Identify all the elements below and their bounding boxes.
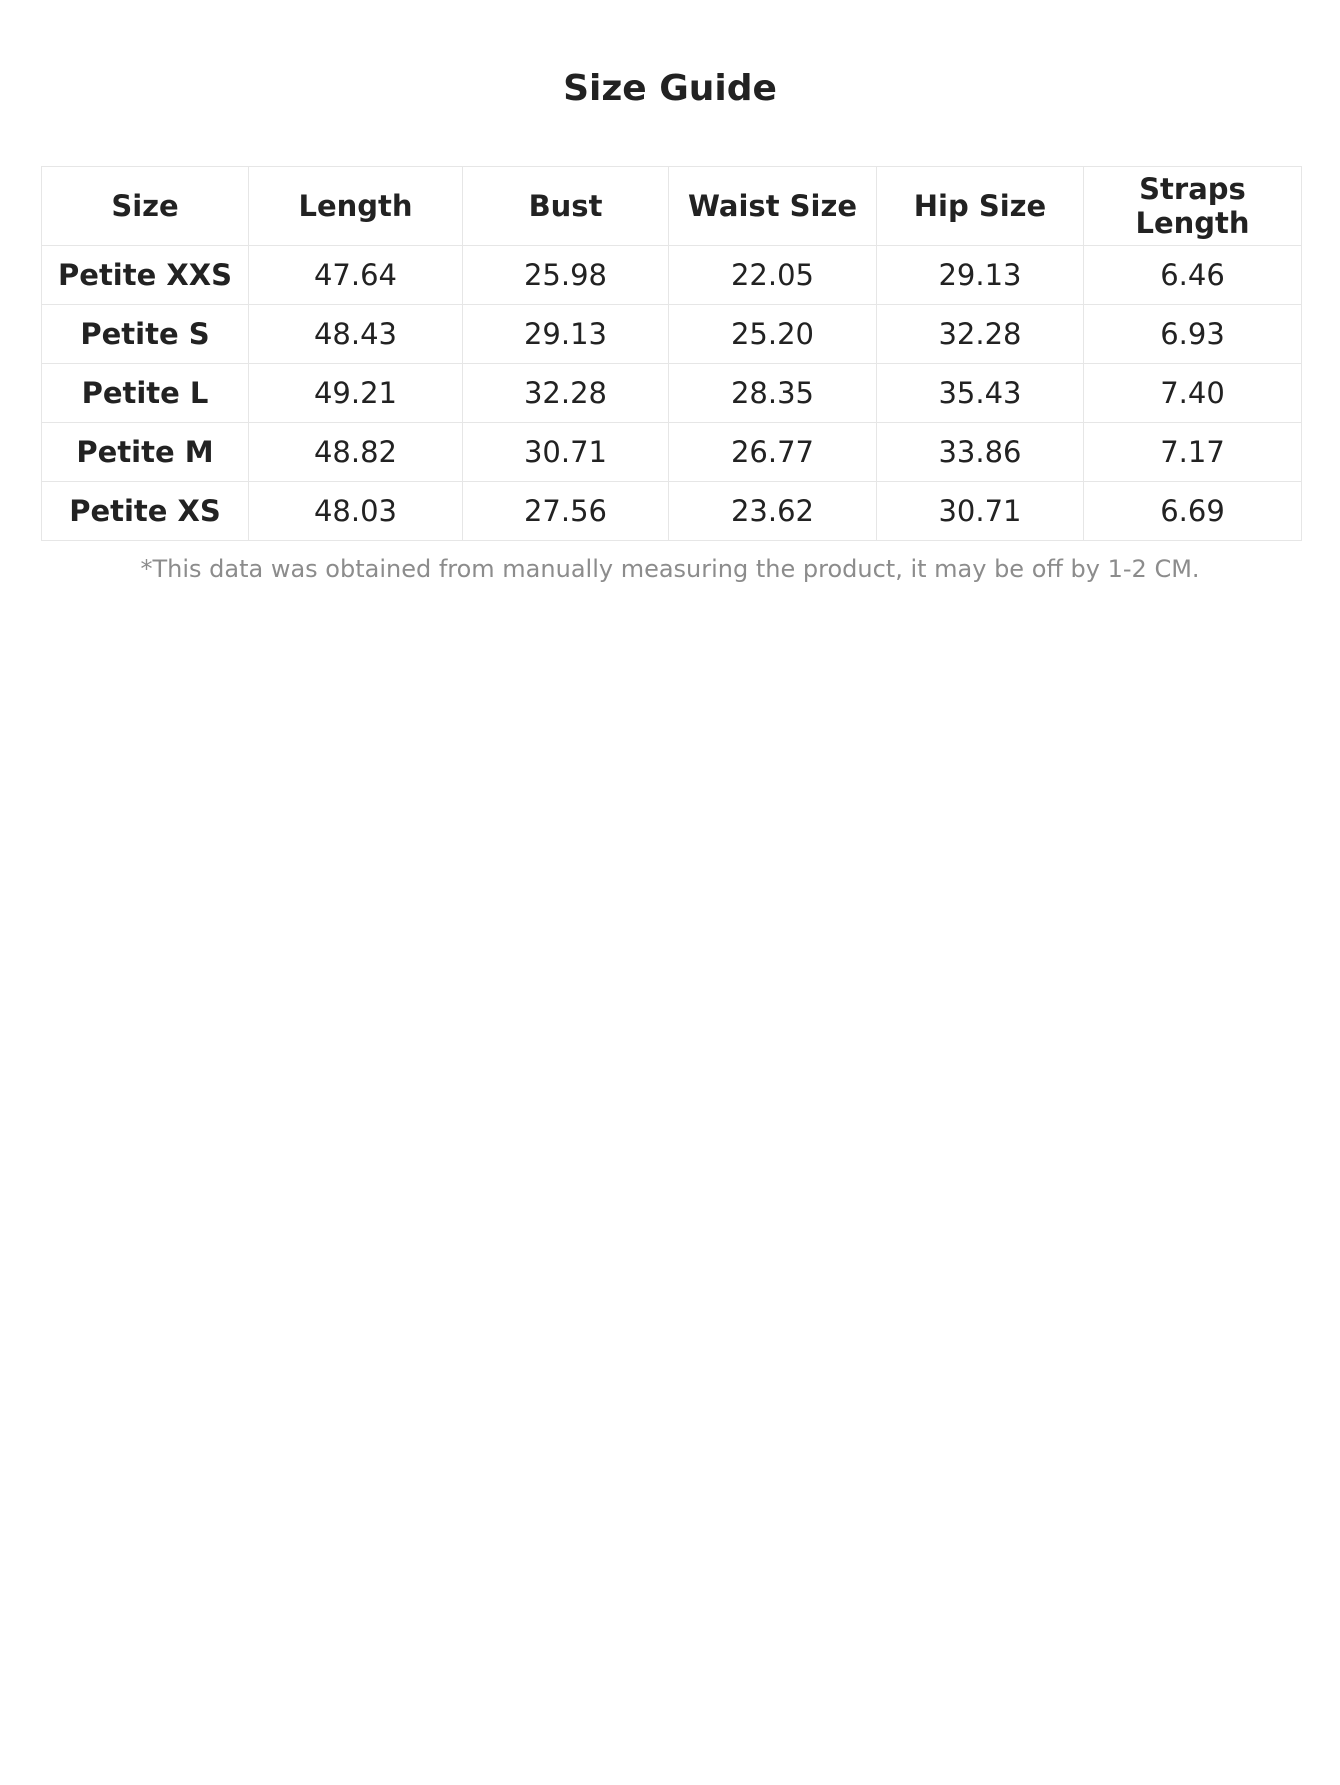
straps-length-cell: 6.46 (1084, 246, 1302, 305)
size-cell: Petite L (42, 364, 249, 423)
bust-cell: 32.28 (463, 364, 669, 423)
size-cell: Petite XXS (42, 246, 249, 305)
length-cell: 48.03 (249, 482, 463, 541)
table-row (42, 482, 1302, 541)
bust-cell: 25.98 (463, 246, 669, 305)
size-table (41, 166, 1302, 541)
bust-cell: 29.13 (463, 305, 669, 364)
table-row (42, 423, 1302, 482)
straps-length-cell: 6.93 (1084, 305, 1302, 364)
waist-size-cell: 25.20 (669, 305, 877, 364)
size-table-container (41, 166, 1301, 541)
column-header-size: Size (42, 167, 249, 246)
waist-size-cell: 22.05 (669, 246, 877, 305)
measurement-disclaimer: *This data was obtained from manually measuring the product, it may be off by 1-2 CM. (140, 555, 1200, 583)
hip-size-cell: 30.71 (877, 482, 1084, 541)
straps-length-cell: 7.40 (1084, 364, 1302, 423)
table-row (42, 305, 1302, 364)
size-cell: Petite XS (42, 482, 249, 541)
column-header-length: Length (249, 167, 463, 246)
page-title: Size Guide (563, 68, 777, 109)
straps-length-cell: 7.17 (1084, 423, 1302, 482)
waist-size-cell: 28.35 (669, 364, 877, 423)
column-header-straps-length: Straps Length (1084, 167, 1302, 246)
hip-size-cell: 29.13 (877, 246, 1084, 305)
hip-size-cell: 32.28 (877, 305, 1084, 364)
bust-cell: 27.56 (463, 482, 669, 541)
table-row (42, 246, 1302, 305)
size-cell: Petite S (42, 305, 249, 364)
length-cell: 48.82 (249, 423, 463, 482)
table-header-row (42, 167, 1302, 246)
hip-size-cell: 33.86 (877, 423, 1084, 482)
column-header-bust: Bust (463, 167, 669, 246)
length-cell: 49.21 (249, 364, 463, 423)
waist-size-cell: 23.62 (669, 482, 877, 541)
straps-length-cell: 6.69 (1084, 482, 1302, 541)
hip-size-cell: 35.43 (877, 364, 1084, 423)
length-cell: 47.64 (249, 246, 463, 305)
length-cell: 48.43 (249, 305, 463, 364)
bust-cell: 30.71 (463, 423, 669, 482)
waist-size-cell: 26.77 (669, 423, 877, 482)
table-row (42, 364, 1302, 423)
size-cell: Petite M (42, 423, 249, 482)
column-header-hip-size: Hip Size (877, 167, 1084, 246)
column-header-waist-size: Waist Size (669, 167, 877, 246)
